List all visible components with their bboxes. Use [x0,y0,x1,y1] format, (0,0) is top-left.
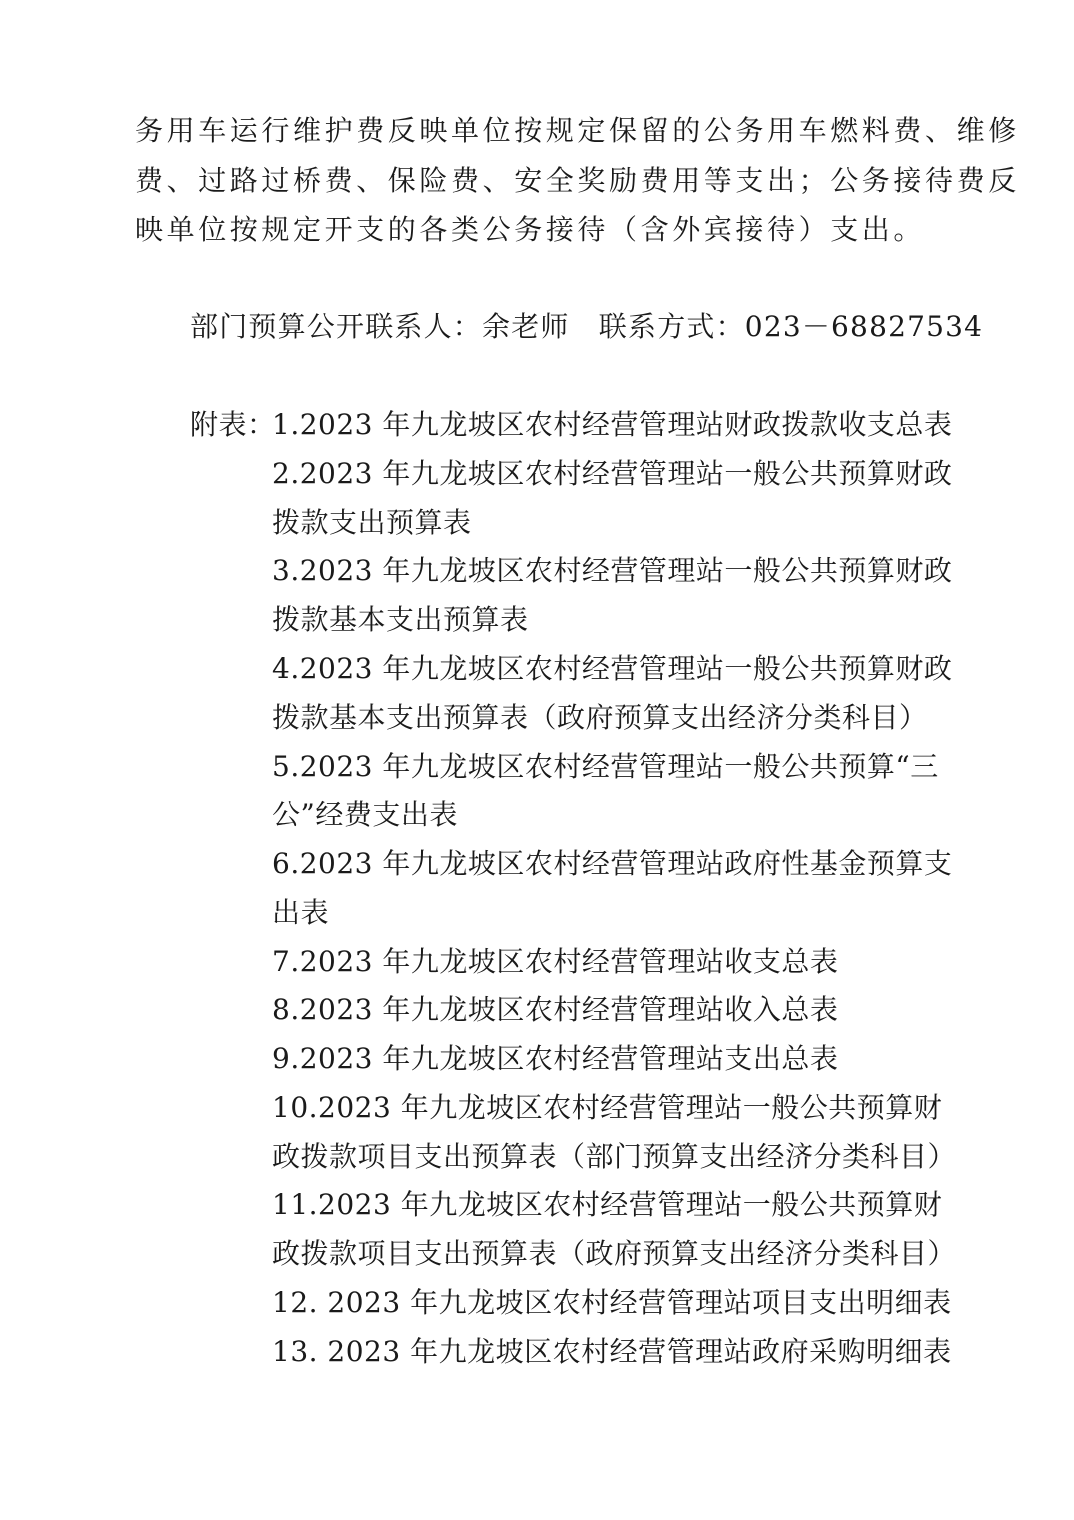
attachment-item-continuation: 拨款基本支出预算表 [272,603,529,636]
attachment-item: 12. 2023 年九龙坡区农村经营管理站项目支出明细表 [272,1286,952,1319]
attachment-item: 4.2023 年九龙坡区农村经营管理站一般公共预算财政 [272,652,953,685]
attachment-item: 6.2023 年九龙坡区农村经营管理站政府性基金预算支 [272,847,953,880]
attachment-item: 8.2023 年九龙坡区农村经营管理站收入总表 [272,993,839,1026]
attachment-item-continuation: 政拨款项目支出预算表（政府预算支出经济分类科目） [272,1237,957,1270]
attachment-item-continuation: 出表 [272,896,330,929]
attachment-item-continuation: 拨款支出预算表 [272,506,472,539]
attachment-item-continuation: 政拨款项目支出预算表（部门预算支出经济分类科目） [272,1140,957,1173]
contact-line: 部门预算公开联系人：余老师 联系方式：023－68827534 [190,310,984,343]
attachment-item: 11.2023 年九龙坡区农村经营管理站一般公共预算财 [272,1188,943,1221]
attachment-item: 3.2023 年九龙坡区农村经营管理站一般公共预算财政 [272,554,953,587]
paragraph-line: 务用车运行维护费反映单位按规定保留的公务用车燃料费、维修 [135,114,1020,147]
attachments-prefix: 附表： [190,408,276,441]
attachment-item: 2.2023 年九龙坡区农村经营管理站一般公共预算财政 [272,457,953,490]
attachment-item-continuation: 拨款基本支出预算表（政府预算支出经济分类科目） [272,701,928,734]
attachment-item: 5.2023 年九龙坡区农村经营管理站一般公共预算“三 [272,750,939,783]
attachment-item-continuation: 公”经费支出表 [272,798,458,831]
attachment-item: 7.2023 年九龙坡区农村经营管理站收支总表 [272,945,839,978]
paragraph-line: 映单位按规定开支的各类公务接待（含外宾接待）支出。 [135,213,926,246]
attachment-item: 1.2023 年九龙坡区农村经营管理站财政拨款收支总表 [272,408,953,441]
attachment-item: 13. 2023 年九龙坡区农村经营管理站政府采购明细表 [272,1335,952,1368]
attachment-item: 10.2023 年九龙坡区农村经营管理站一般公共预算财 [272,1091,943,1124]
paragraph-line: 费、过路过桥费、保险费、安全奖励费用等支出；公务接待费反 [135,164,1020,197]
attachment-item: 9.2023 年九龙坡区农村经营管理站支出总表 [272,1042,839,1075]
